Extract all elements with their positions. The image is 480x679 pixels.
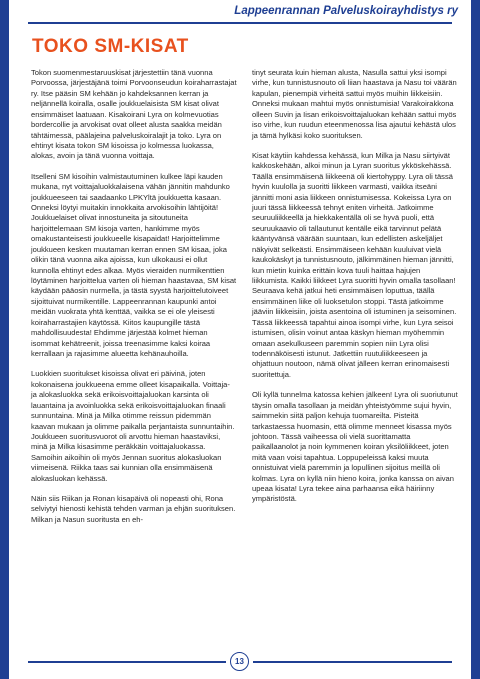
article-column-left [31, 68, 237, 535]
article-column-right [252, 68, 458, 515]
running-header: Lappeenrannan Palveluskoirayhdistys ry [234, 5, 458, 17]
left-edge-stripe [0, 0, 9, 679]
header-rule [28, 22, 452, 24]
right-edge-stripe [471, 0, 480, 679]
paragraph: tinyt seurata kuin hieman alusta, Nasulla sattui yksi isompi virhe, kun tunnistusnouto oli liian haastava ja Nasu toi väärän kapulan, pienempiä virheitä sattui myös muihin liikkeisiin. Onneksi mukaan mahtui myös onnistumisia! Varakoirakkona olleen Suvin ja Iisan erikoisvoittajaluokan kehään sattui myös iso virhe, kun ruudun eteenmenossa lisa ajautui kehästä ulos ja tämä hylkäsi koko suorituksen. [252, 68, 457, 140]
paragraph: Oli kyllä tunnelma katossa kehien jälkeen! Lyra oli suoriutunut täysin omalla tasollaan ja meidän yhteistyömme sujui hyvin, saimmekin siitä paljon kehuja tuomareilta. Pisteitä tarkastaessa huomasin, että olimme menneet kisassa myös johtoon. Tässä vaiheessa oli vielä suorittamatta paikallaanolot ja noin kymmenen koiran yksilöliikkeet, joten mitä vaan voisi tapahtua. Loppupeleissä kaksi muuta onnistuivat vielä paremmin ja lopullinen sijoitus meillä oli kolmas. Lyra on kyllä niin hieno koira, jonka kanssa on aivan upeaa kisata! Lyra tekee aina parhaansa eikä häiriinny ympäristöstä. [252, 390, 458, 504]
paragraph: Tokon suomenmestaruuskisat järjestettiin tänä vuonna Porvoossa, järjestäjänä toimi Porvoonseudun koiraharrastajat ry. Itse pääsin SM kehään jo kahdeksannen kerran ja neljännellä koiralla, osalle joukkuelaisista SM kisat olivat ensimmäiset laatuaan. Kisakoirani Lyra on kolmevuotias bordercollie ja arvokisat ovat olleet alusta saakka meidän tähtäimessä, päälajeina palveluskoiralajit ja toko. Lyra on ehtinyt kisata tokon SM kisoissa jo kolmessa luokassa, alokas, avoin ja tänä vuonna voittaja. [31, 68, 237, 161]
footer-rule-left [28, 661, 226, 663]
paragraph: Näin siis Riikan ja Ronan kisapäivä oli nopeasti ohi, Rona selviytyi hienosti kehistä tehden varman ja ehjän suorituksen. Milkan ja Nasun suoritusta en eh- [31, 494, 236, 524]
paragraph: Kisat käytiin kahdessa kehässä, kun Milka ja Nasu siirtyivät kakkoskehään, alkoi minun ja Lyran suoritus ykköskehässä. Täällä ensimmäisenä liikkeenä oli kiertohyppy. Lyra oli tässä hyvin kuulolla ja suoritti liikkeen varmasti, vaikka itseäni jännitti moni asia liikkeen onnistumisessa. Kokeissa Lyra on juuri tässä liikkeessä tehnyt eniten virheitä. Jatkoimme seuruuliikkeellä ja hiekkakentällä oli se hyvä puoli, että seuruukaavio oli tallautunut kentälle eikä tarvinnut pelätä kääntyvänsä väärään suuntaan, kun edellisten askeljäljet näkyivät selkeästi. Ensimmäiseen kehään kuuluivat vielä kaukokäskyt ja tunnistusnouto, jälkimmäinen hieman jännitti, kun mietin kuinka erittäin kova tuuli haittaa hajujen liikkumista. Kaikki liikkeet Lyra suoritti hyvin omalla tasollaan! Seuraava kehä jatkui heti ensimmäisen loputtua, täällä ensimmäinen liike oli luoksetulon stoppi. Tästä jatkoimme jääviin liikkeisiin, joista asentoina oli istuminen ja seisominen. Tässä liikkeessä tapahtui ainoa isompi virhe, kun Lyra seisoi istumisen, olisin voinut antaa käskyn hieman myöhemmin omaan asekulkuseen paremmin sopien niin Lyra olisi todennäköisesti istunut. Jatkettiin ruutuliikkeeseen ja ohjattuun noutoon, nämä olivat jälleen kerran erinomaisesti suoritettuja. [252, 150, 457, 379]
paragraph: Luokkien suoritukset kisoissa olivat eri päivinä, joten kokonaisena joukkueena emme olleet kisapaikalla. Voittaja- ja alokasluokka sekä erikoisvoittajaluokan karsinta oli lauantaina ja avoinluokka sekä erikoisvoittajaluokan finaali sunnuntaina. Minä ja Milka otimme reissun pidemmän kaavan mukaan ja olimme paikalla perjantaista sunnuntaihin. Joukkueen suoritusvuorot oli arvottu hieman haastaviksi, minä ja Milka kisasimme peräkkäin voittajaluokassa. Samoihin aikoihin oli myös Jennan suoritus alokasluokan viimeisenä. Riikka taas sai kunnian olla ensimmäisenä alokasluokan kehässä. [31, 369, 235, 483]
paragraph: Itselleni SM kisoihin valmistautuminen kulkee läpi kauden mukana, nyt voittajaluokkalaisena vähän jännitin mahdunko joukkueeseen tai saadaanko LPKYltä joukkuetta kasaan. Onneksi löytyi muitakin innokkaita arvokisoihin lähtijöitä! Joukkuelaiset olivat innostuneita ja sitoutuneita harjoittelemaan SM kisoja varten, hankimme myös omakustanteisesti joukkueelle kisapaidat! Harjoittelimme joukkueen kesken muutaman kerran ennen SM kisaa, joka olikin tänä vuonna aika ajoissa, kun ulkokausi ei ollut kunnolla ehtinyt edes alkaa. Myös vieraiden nurmikenttien löytäminen harjoittelua varten oli hieman haastavaa, SM kisat käydään pääosin nurmella, ja tästä syystä harjoittelutoiveet sijoittuivat nurmikentille. Lappeenrannan kaupunki antoi meidän vuokrata yhtä kenttää, vaikka se ei ole yleisesti koiraharrastajien käytössä. Kiitos kaupungille tästä mahdollisuudesta! Ehdimme järjestää kolmet hieman isommat kehätreenit, joissa treenasimme kaksi koiraa kerrallaan ja rajasimme alueetta kehänauhoilla. [31, 171, 237, 358]
footer-rule-right [253, 661, 452, 663]
article-title: TOKO SM-KISAT [32, 36, 189, 57]
page-number: 13 [230, 652, 249, 671]
